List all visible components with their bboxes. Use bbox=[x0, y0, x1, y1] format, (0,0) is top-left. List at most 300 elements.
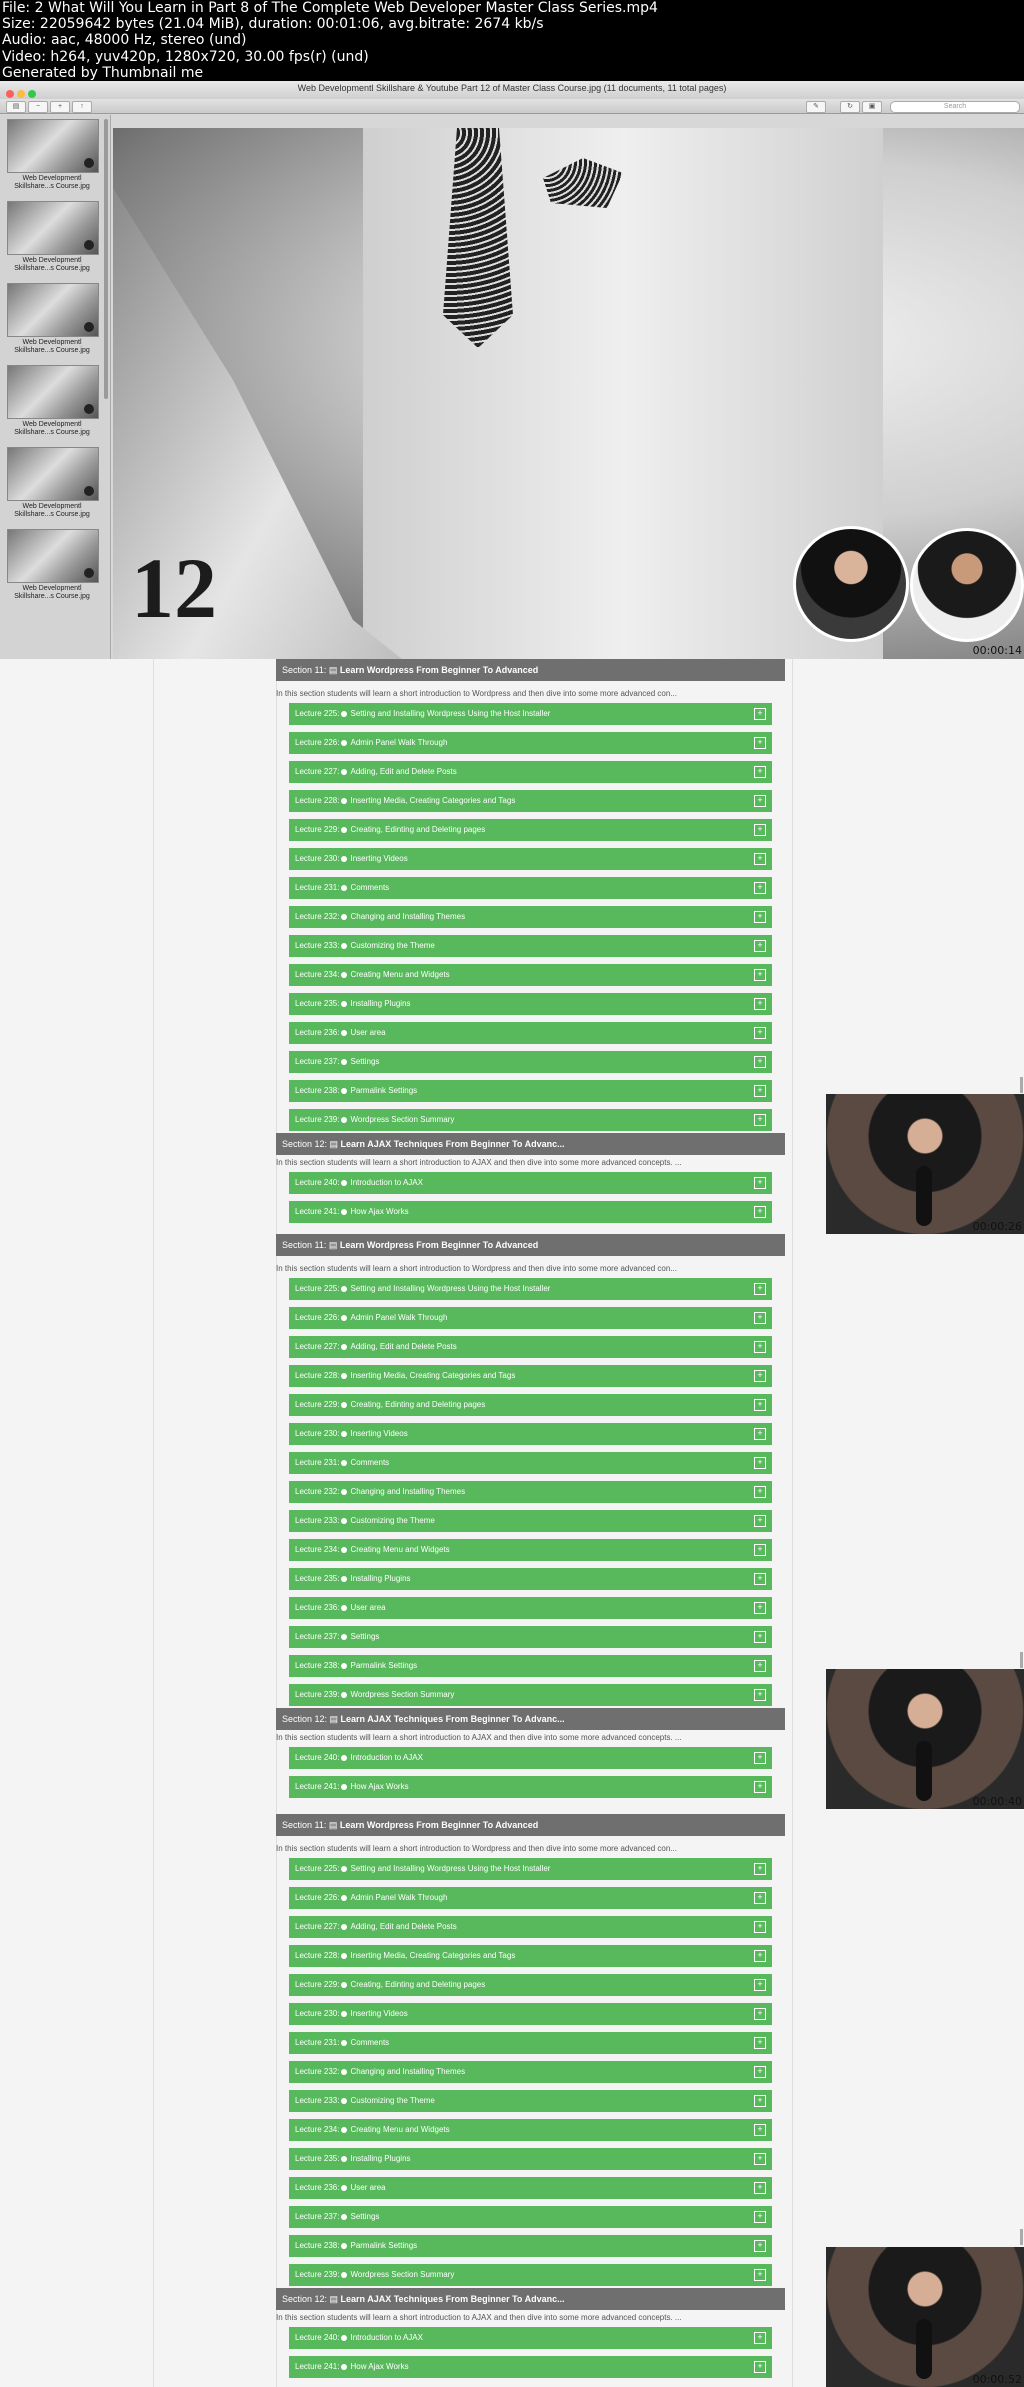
lecture-number: Lecture 233: bbox=[295, 941, 340, 950]
lecture-title: Inserting Media, Creating Categories and Tags bbox=[350, 796, 516, 805]
play-icon bbox=[341, 1692, 347, 1698]
play-icon bbox=[341, 1605, 347, 1611]
lecture-number: Lecture 232: bbox=[295, 2067, 340, 2076]
section-prefix: Section 12: bbox=[282, 1139, 328, 1149]
expand-icon[interactable]: + bbox=[754, 1206, 766, 1218]
lecture-item[interactable] bbox=[289, 1916, 772, 1938]
lecture-title: Customizing the Theme bbox=[350, 941, 435, 950]
window-title: Web Developmentl Skillshare & Youtube Part 12 of Master Class Course.jpg (11 documents, 11 total pages) bbox=[297, 83, 727, 93]
section-description: In this section students will learn a short introduction to AJAX and then dive into some more advanced concepts. ... bbox=[276, 1733, 682, 1742]
webcam-overlay bbox=[826, 2247, 1024, 2387]
thumbnail-item[interactable] bbox=[7, 119, 97, 191]
lecture-item[interactable] bbox=[289, 1945, 772, 1967]
lecture-title: Setting and Installing Wordpress Using the Host Installer bbox=[350, 1284, 551, 1293]
lecture-title: Creating Menu and Widgets bbox=[350, 970, 450, 979]
webcam-overlay bbox=[826, 1669, 1024, 1809]
lecture-number: Lecture 226: bbox=[295, 1313, 340, 1322]
thumbnail-item[interactable] bbox=[7, 529, 97, 601]
lecture-item[interactable] bbox=[289, 790, 772, 812]
lecture-item[interactable] bbox=[289, 1172, 772, 1194]
lecture-item[interactable] bbox=[289, 2032, 772, 2054]
play-icon bbox=[341, 2185, 347, 2191]
play-icon bbox=[341, 1344, 347, 1350]
lecture-item[interactable] bbox=[289, 1394, 772, 1416]
lecture-title: Changing and Installing Themes bbox=[350, 912, 466, 921]
lecture-number: Lecture 235: bbox=[295, 2154, 340, 2163]
lecture-item[interactable] bbox=[289, 935, 772, 957]
lecture-item[interactable] bbox=[289, 2061, 772, 2083]
lecture-title: Comments bbox=[350, 883, 390, 892]
expand-icon[interactable]: + bbox=[754, 940, 766, 952]
size-line: Size: 22059642 bytes (21.04 MiB), duration: 00:01:06, avg.bitrate: 2674 kb/s bbox=[2, 16, 544, 33]
section-prefix: Section 12: bbox=[282, 1714, 328, 1724]
lecture-title: Installing Plugins bbox=[350, 2154, 411, 2163]
lecture-title: How Ajax Works bbox=[350, 1782, 409, 1791]
section-title: Learn AJAX Techniques From Beginner To Advanc... bbox=[340, 1139, 565, 1149]
lecture-title: Parmalink Settings bbox=[350, 2241, 418, 2250]
lecture-title: Adding, Edit and Delete Posts bbox=[350, 767, 457, 776]
expand-icon[interactable]: + bbox=[754, 824, 766, 836]
lecture-number: Lecture 231: bbox=[295, 2038, 340, 2047]
toolbar bbox=[0, 99, 1024, 114]
thumbnail-item[interactable] bbox=[7, 283, 97, 355]
thumbnail-caption: Web Developmentl Skillshare...s Course.jpg bbox=[14, 503, 90, 518]
lecture-item[interactable] bbox=[289, 732, 772, 754]
lecture-number: Lecture 239: bbox=[295, 2270, 340, 2279]
thumbnail-item[interactable] bbox=[7, 365, 97, 437]
section-prefix: Section 11: bbox=[282, 1240, 327, 1250]
lecture-number: Lecture 241: bbox=[295, 1207, 340, 1216]
lecture-number: Lecture 236: bbox=[295, 1028, 340, 1037]
lecture-number: Lecture 237: bbox=[295, 1632, 340, 1641]
lecture-item[interactable] bbox=[289, 1597, 772, 1619]
lecture-item[interactable] bbox=[289, 2356, 772, 2378]
lecture-item[interactable] bbox=[289, 761, 772, 783]
expand-icon[interactable]: + bbox=[754, 737, 766, 749]
lecture-item[interactable] bbox=[289, 1307, 772, 1329]
section-prefix: Section 11: bbox=[282, 1820, 327, 1830]
thumbnail-item[interactable] bbox=[7, 201, 97, 273]
lecture-title: Inserting Videos bbox=[350, 2009, 408, 2018]
frame-curriculum bbox=[0, 659, 1024, 1234]
expand-icon[interactable]: + bbox=[754, 1892, 766, 1904]
lecture-item[interactable] bbox=[289, 877, 772, 899]
sidebar-scrollbar[interactable] bbox=[104, 119, 108, 399]
lecture-title: Parmalink Settings bbox=[350, 1086, 418, 1095]
expand-icon[interactable]: + bbox=[754, 1631, 766, 1643]
expand-icon[interactable]: + bbox=[754, 795, 766, 807]
lecture-title: Customizing the Theme bbox=[350, 2096, 435, 2105]
expand-icon[interactable]: + bbox=[754, 1283, 766, 1295]
play-icon bbox=[341, 1895, 347, 1901]
lecture-title: How Ajax Works bbox=[350, 1207, 409, 1216]
lecture-item[interactable] bbox=[289, 2264, 772, 2286]
scrollbar[interactable] bbox=[1020, 1652, 1023, 1668]
lecture-title: Inserting Videos bbox=[350, 854, 408, 863]
play-icon bbox=[341, 2069, 347, 2075]
lecture-number: Lecture 231: bbox=[295, 1458, 340, 1467]
lecture-item[interactable] bbox=[289, 993, 772, 1015]
lecture-number: Lecture 241: bbox=[295, 2362, 340, 2371]
lecture-number: Lecture 232: bbox=[295, 1487, 340, 1496]
section-header[interactable]: Section 12: ▤ Learn AJAX Techniques From Beginner To Advanc... bbox=[276, 2288, 785, 2310]
lecture-item[interactable] bbox=[289, 1022, 772, 1044]
expand-icon[interactable]: + bbox=[754, 2332, 766, 2344]
expand-icon[interactable]: + bbox=[754, 2008, 766, 2020]
lecture-title: Creating, Edinting and Deleting pages bbox=[350, 1980, 486, 1989]
section-description: In this section students will learn a short introduction to Wordpress and then dive into some more advanced con... bbox=[276, 1844, 677, 1853]
lecture-number: Lecture 225: bbox=[295, 709, 340, 718]
thumbnail-item[interactable] bbox=[7, 447, 97, 519]
play-icon bbox=[341, 2272, 347, 2278]
search-input[interactable]: Search bbox=[890, 101, 1020, 113]
lecture-item[interactable] bbox=[289, 964, 772, 986]
lecture-number: Lecture 238: bbox=[295, 2241, 340, 2250]
instructor-avatar bbox=[910, 528, 1024, 642]
lecture-title: Adding, Edit and Delete Posts bbox=[350, 1342, 457, 1351]
expand-icon[interactable]: + bbox=[754, 1312, 766, 1324]
section-header[interactable]: Section 11: ▤ Learn Wordpress From Beginner To Advanced bbox=[276, 659, 785, 681]
lecture-item[interactable] bbox=[289, 1684, 772, 1706]
lecture-item[interactable] bbox=[289, 2003, 772, 2025]
lecture-item[interactable] bbox=[289, 1568, 772, 1590]
lecture-title: User area bbox=[350, 2183, 386, 2192]
toolbox-icon[interactable]: ▣ bbox=[862, 101, 882, 113]
thumbnail-caption: Web Developmentl Skillshare...s Course.jpg bbox=[14, 257, 90, 272]
lecture-number: Lecture 229: bbox=[295, 1980, 340, 1989]
timestamp: 00:00:40 bbox=[972, 1795, 1022, 1808]
expand-icon[interactable]: + bbox=[754, 1056, 766, 1068]
lecture-title: Admin Panel Walk Through bbox=[350, 738, 448, 747]
play-icon bbox=[341, 2011, 347, 2017]
lecture-item[interactable] bbox=[289, 2148, 772, 2170]
expand-icon[interactable]: + bbox=[754, 1544, 766, 1556]
lecture-number: Lecture 240: bbox=[295, 2333, 340, 2342]
lecture-title: Wordpress Section Summary bbox=[350, 2270, 455, 2279]
play-icon bbox=[341, 1784, 347, 1790]
lecture-title: Introduction to AJAX bbox=[350, 1178, 423, 1187]
lecture-item[interactable] bbox=[289, 906, 772, 928]
lecture-item[interactable] bbox=[289, 819, 772, 841]
expand-icon[interactable]: + bbox=[754, 708, 766, 720]
frame-preview-window bbox=[0, 81, 1024, 659]
lecture-number: Lecture 238: bbox=[295, 1661, 340, 1670]
play-icon bbox=[341, 711, 347, 717]
lecture-title: User area bbox=[350, 1028, 386, 1037]
webcam-overlay bbox=[826, 1094, 1024, 1234]
lecture-item[interactable] bbox=[289, 1539, 772, 1561]
expand-icon[interactable]: + bbox=[754, 1781, 766, 1793]
lecture-item[interactable] bbox=[289, 1365, 772, 1387]
lecture-item[interactable] bbox=[289, 1080, 772, 1102]
lecture-title: Creating Menu and Widgets bbox=[350, 2125, 450, 2134]
lecture-number: Lecture 240: bbox=[295, 1178, 340, 1187]
section-header[interactable]: Section 11: ▤ Learn Wordpress From Beginner To Advanced bbox=[276, 1814, 785, 1836]
lecture-number: Lecture 237: bbox=[295, 1057, 340, 1066]
lecture-title: Settings bbox=[350, 1632, 380, 1641]
play-icon bbox=[341, 1402, 347, 1408]
play-icon bbox=[341, 1088, 347, 1094]
section-description: In this section students will learn a short introduction to Wordpress and then dive into some more advanced con... bbox=[276, 689, 677, 698]
play-icon bbox=[341, 1180, 347, 1186]
lecture-item[interactable] bbox=[289, 1510, 772, 1532]
lecture-item[interactable] bbox=[289, 1626, 772, 1648]
expand-icon[interactable]: + bbox=[754, 2240, 766, 2252]
expand-icon[interactable]: + bbox=[754, 1428, 766, 1440]
expand-icon[interactable]: + bbox=[754, 1085, 766, 1097]
play-icon bbox=[341, 1117, 347, 1123]
lecture-title: Admin Panel Walk Through bbox=[350, 1313, 448, 1322]
expand-icon[interactable]: + bbox=[754, 1177, 766, 1189]
play-icon bbox=[341, 2335, 347, 2341]
thumbnail-caption: Web Developmentl Skillshare...s Course.jpg bbox=[14, 175, 90, 190]
share-icon[interactable]: ↑ bbox=[72, 101, 92, 113]
lecture-item[interactable] bbox=[289, 1481, 772, 1503]
lecture-item[interactable] bbox=[289, 1452, 772, 1474]
expand-icon[interactable]: + bbox=[754, 2182, 766, 2194]
lecture-number: Lecture 228: bbox=[295, 796, 340, 805]
lecture-number: Lecture 228: bbox=[295, 1371, 340, 1380]
expand-icon[interactable]: + bbox=[754, 1515, 766, 1527]
play-icon bbox=[341, 2364, 347, 2370]
lecture-number: Lecture 233: bbox=[295, 1516, 340, 1525]
lecture-title: Inserting Videos bbox=[350, 1429, 408, 1438]
thumbnail-image bbox=[7, 201, 99, 255]
play-icon bbox=[341, 1576, 347, 1582]
microphone-icon bbox=[916, 1741, 932, 1801]
expand-icon[interactable]: + bbox=[754, 2095, 766, 2107]
lecture-number: Lecture 230: bbox=[295, 2009, 340, 2018]
lecture-title: Installing Plugins bbox=[350, 1574, 411, 1583]
lecture-number: Lecture 228: bbox=[295, 1951, 340, 1960]
expand-icon[interactable]: + bbox=[754, 1370, 766, 1382]
section-title: Learn Wordpress From Beginner To Advanced bbox=[339, 1240, 539, 1250]
lecture-title: Customizing the Theme bbox=[350, 1516, 435, 1525]
lecture-title: Wordpress Section Summary bbox=[350, 1115, 455, 1124]
lecture-item[interactable] bbox=[289, 1051, 772, 1073]
expand-icon[interactable]: + bbox=[754, 1027, 766, 1039]
scrollbar[interactable] bbox=[1020, 1077, 1023, 1093]
section-description: In this section students will learn a short introduction to Wordpress and then dive into some more advanced con... bbox=[276, 1264, 677, 1273]
play-icon bbox=[341, 1924, 347, 1930]
lecture-title: Installing Plugins bbox=[350, 999, 411, 1008]
lecture-item[interactable] bbox=[289, 1776, 772, 1798]
thumbnail-image bbox=[7, 529, 99, 583]
lecture-number: Lecture 226: bbox=[295, 738, 340, 747]
expand-icon[interactable]: + bbox=[754, 969, 766, 981]
expand-icon[interactable]: + bbox=[754, 1950, 766, 1962]
play-icon bbox=[341, 769, 347, 775]
expand-icon[interactable]: + bbox=[754, 1921, 766, 1933]
play-icon bbox=[341, 1982, 347, 1988]
sidebar-toggle-icon[interactable]: ▤ bbox=[6, 101, 26, 113]
lecture-number: Lecture 234: bbox=[295, 1545, 340, 1554]
lecture-number: Lecture 241: bbox=[295, 1782, 340, 1791]
section-header[interactable]: Section 11: ▤ Learn Wordpress From Beginner To Advanced bbox=[276, 1234, 785, 1256]
lecture-number: Lecture 236: bbox=[295, 1603, 340, 1612]
play-icon bbox=[341, 2214, 347, 2220]
play-icon bbox=[341, 885, 347, 891]
lecture-title: Introduction to AJAX bbox=[350, 2333, 423, 2342]
thumbnail-image bbox=[7, 119, 99, 173]
lecture-number: Lecture 227: bbox=[295, 1342, 340, 1351]
lecture-item[interactable] bbox=[289, 703, 772, 725]
lecture-item[interactable] bbox=[289, 1655, 772, 1677]
lecture-title: Changing and Installing Themes bbox=[350, 2067, 466, 2076]
lecture-number: Lecture 240: bbox=[295, 1753, 340, 1762]
file-line: File: 2 What Will You Learn in Part 8 of The Complete Web Developer Master Class Series.mp4 bbox=[2, 0, 658, 16]
lecture-item[interactable] bbox=[289, 2090, 772, 2112]
lecture-number: Lecture 235: bbox=[295, 999, 340, 1008]
play-icon bbox=[341, 740, 347, 746]
expand-icon[interactable]: + bbox=[754, 2361, 766, 2373]
play-icon bbox=[341, 1059, 347, 1065]
play-icon bbox=[341, 1373, 347, 1379]
zoom-out-icon[interactable]: − bbox=[28, 101, 48, 113]
play-icon bbox=[341, 2156, 347, 2162]
expand-icon[interactable]: + bbox=[754, 1573, 766, 1585]
expand-icon[interactable]: + bbox=[754, 1341, 766, 1353]
lecture-item[interactable] bbox=[289, 1887, 772, 1909]
lecture-title: Admin Panel Walk Through bbox=[350, 1893, 448, 1902]
lecture-number: Lecture 234: bbox=[295, 970, 340, 979]
lecture-title: Parmalink Settings bbox=[350, 1661, 418, 1670]
audio-line: Audio: aac, 48000 Hz, stereo (und) bbox=[2, 32, 247, 49]
expand-icon[interactable]: + bbox=[754, 1399, 766, 1411]
lecture-title: Setting and Installing Wordpress Using the Host Installer bbox=[350, 1864, 551, 1873]
lecture-number: Lecture 238: bbox=[295, 1086, 340, 1095]
play-icon bbox=[341, 1001, 347, 1007]
expand-icon[interactable]: + bbox=[754, 2124, 766, 2136]
lecture-item[interactable] bbox=[289, 1423, 772, 1445]
lecture-item[interactable] bbox=[289, 2235, 772, 2257]
expand-icon[interactable]: + bbox=[754, 1457, 766, 1469]
play-icon bbox=[341, 1431, 347, 1437]
lecture-item[interactable] bbox=[289, 1201, 772, 1223]
lecture-item[interactable] bbox=[289, 1278, 772, 1300]
lecture-item[interactable] bbox=[289, 2206, 772, 2228]
lecture-title: Adding, Edit and Delete Posts bbox=[350, 1922, 457, 1931]
play-icon bbox=[341, 1286, 347, 1292]
play-icon bbox=[341, 1460, 347, 1466]
play-icon bbox=[341, 1209, 347, 1215]
lecture-number: Lecture 225: bbox=[295, 1864, 340, 1873]
lecture-item[interactable] bbox=[289, 1974, 772, 1996]
rotate-icon[interactable]: ↻ bbox=[840, 101, 860, 113]
expand-icon[interactable]: + bbox=[754, 1114, 766, 1126]
expand-icon[interactable]: + bbox=[754, 1602, 766, 1614]
lecture-title: Creating, Edinting and Deleting pages bbox=[350, 1400, 486, 1409]
expand-icon[interactable]: + bbox=[754, 882, 766, 894]
expand-icon[interactable]: + bbox=[754, 911, 766, 923]
lecture-number: Lecture 226: bbox=[295, 1893, 340, 1902]
play-icon bbox=[341, 1518, 347, 1524]
expand-icon[interactable]: + bbox=[754, 2037, 766, 2049]
lecture-item[interactable] bbox=[289, 2119, 772, 2141]
section-header[interactable]: Section 12: ▤ Learn AJAX Techniques From Beginner To Advanc... bbox=[276, 1708, 785, 1730]
expand-icon[interactable]: + bbox=[754, 1660, 766, 1672]
lecture-number: Lecture 230: bbox=[295, 854, 340, 863]
play-icon bbox=[341, 2243, 347, 2249]
play-icon bbox=[341, 1634, 347, 1640]
expand-icon[interactable]: + bbox=[754, 998, 766, 1010]
lecture-title: Inserting Media, Creating Categories and Tags bbox=[350, 1951, 516, 1960]
play-icon bbox=[341, 1315, 347, 1321]
lecture-number: Lecture 237: bbox=[295, 2212, 340, 2221]
timestamp: 00:00:14 bbox=[972, 644, 1022, 657]
expand-icon[interactable]: + bbox=[754, 1863, 766, 1875]
play-icon bbox=[341, 1663, 347, 1669]
lecture-title: Creating, Edinting and Deleting pages bbox=[350, 825, 486, 834]
lecture-number: Lecture 232: bbox=[295, 912, 340, 921]
section-prefix: Section 11: bbox=[282, 665, 327, 675]
lecture-title: Setting and Installing Wordpress Using the Host Installer bbox=[350, 709, 551, 718]
play-icon bbox=[341, 2098, 347, 2104]
lecture-number: Lecture 227: bbox=[295, 1922, 340, 1931]
play-icon bbox=[341, 1866, 347, 1872]
section-title: Learn AJAX Techniques From Beginner To Advanc... bbox=[340, 1714, 565, 1724]
expand-icon[interactable]: + bbox=[754, 2269, 766, 2281]
expand-icon[interactable]: + bbox=[754, 1689, 766, 1701]
expand-icon[interactable]: + bbox=[754, 1486, 766, 1498]
expand-icon[interactable]: + bbox=[754, 1752, 766, 1764]
lecture-title: Introduction to AJAX bbox=[350, 1753, 423, 1762]
section-header[interactable]: Section 12: ▤ Learn AJAX Techniques From Beginner To Advanc... bbox=[276, 1133, 785, 1155]
lecture-title: Wordpress Section Summary bbox=[350, 1690, 455, 1699]
expand-icon[interactable]: + bbox=[754, 2066, 766, 2078]
expand-icon[interactable]: + bbox=[754, 2211, 766, 2223]
expand-icon[interactable]: + bbox=[754, 2153, 766, 2165]
lecture-number: Lecture 236: bbox=[295, 2183, 340, 2192]
lecture-title: Comments bbox=[350, 2038, 390, 2047]
lecture-item[interactable] bbox=[289, 2177, 772, 2199]
section-title: Learn AJAX Techniques From Beginner To Advanc... bbox=[340, 2294, 565, 2304]
expand-icon[interactable]: + bbox=[754, 853, 766, 865]
lecture-number: Lecture 239: bbox=[295, 1690, 340, 1699]
lecture-title: How Ajax Works bbox=[350, 2362, 409, 2371]
lecture-item[interactable] bbox=[289, 1336, 772, 1358]
lecture-item[interactable] bbox=[289, 1858, 772, 1880]
frame-curriculum bbox=[0, 1234, 1024, 1809]
play-icon bbox=[341, 798, 347, 804]
lecture-number: Lecture 231: bbox=[295, 883, 340, 892]
lecture-number: Lecture 229: bbox=[295, 1400, 340, 1409]
expand-icon[interactable]: + bbox=[754, 1979, 766, 1991]
expand-icon[interactable]: + bbox=[754, 766, 766, 778]
instructor-avatar bbox=[793, 526, 909, 642]
markup-icon[interactable]: ✎ bbox=[806, 101, 826, 113]
lecture-item[interactable] bbox=[289, 1747, 772, 1769]
play-icon bbox=[341, 1547, 347, 1553]
play-icon bbox=[341, 1755, 347, 1761]
section-title: Learn Wordpress From Beginner To Advanced bbox=[339, 1820, 539, 1830]
lecture-title: Settings bbox=[350, 2212, 380, 2221]
play-icon bbox=[341, 2040, 347, 2046]
lecture-number: Lecture 230: bbox=[295, 1429, 340, 1438]
lecture-item[interactable] bbox=[289, 848, 772, 870]
lecture-number: Lecture 225: bbox=[295, 1284, 340, 1293]
lecture-item[interactable] bbox=[289, 1109, 772, 1131]
thumbnail-image bbox=[7, 365, 99, 419]
zoom-in-icon[interactable]: + bbox=[50, 101, 70, 113]
lecture-title: User area bbox=[350, 1603, 386, 1612]
lecture-number: Lecture 234: bbox=[295, 2125, 340, 2134]
microphone-icon bbox=[916, 1166, 932, 1226]
video-info-header bbox=[0, 0, 1024, 81]
play-icon bbox=[341, 856, 347, 862]
scrollbar[interactable] bbox=[1020, 2229, 1023, 2245]
lecture-item[interactable] bbox=[289, 2327, 772, 2349]
